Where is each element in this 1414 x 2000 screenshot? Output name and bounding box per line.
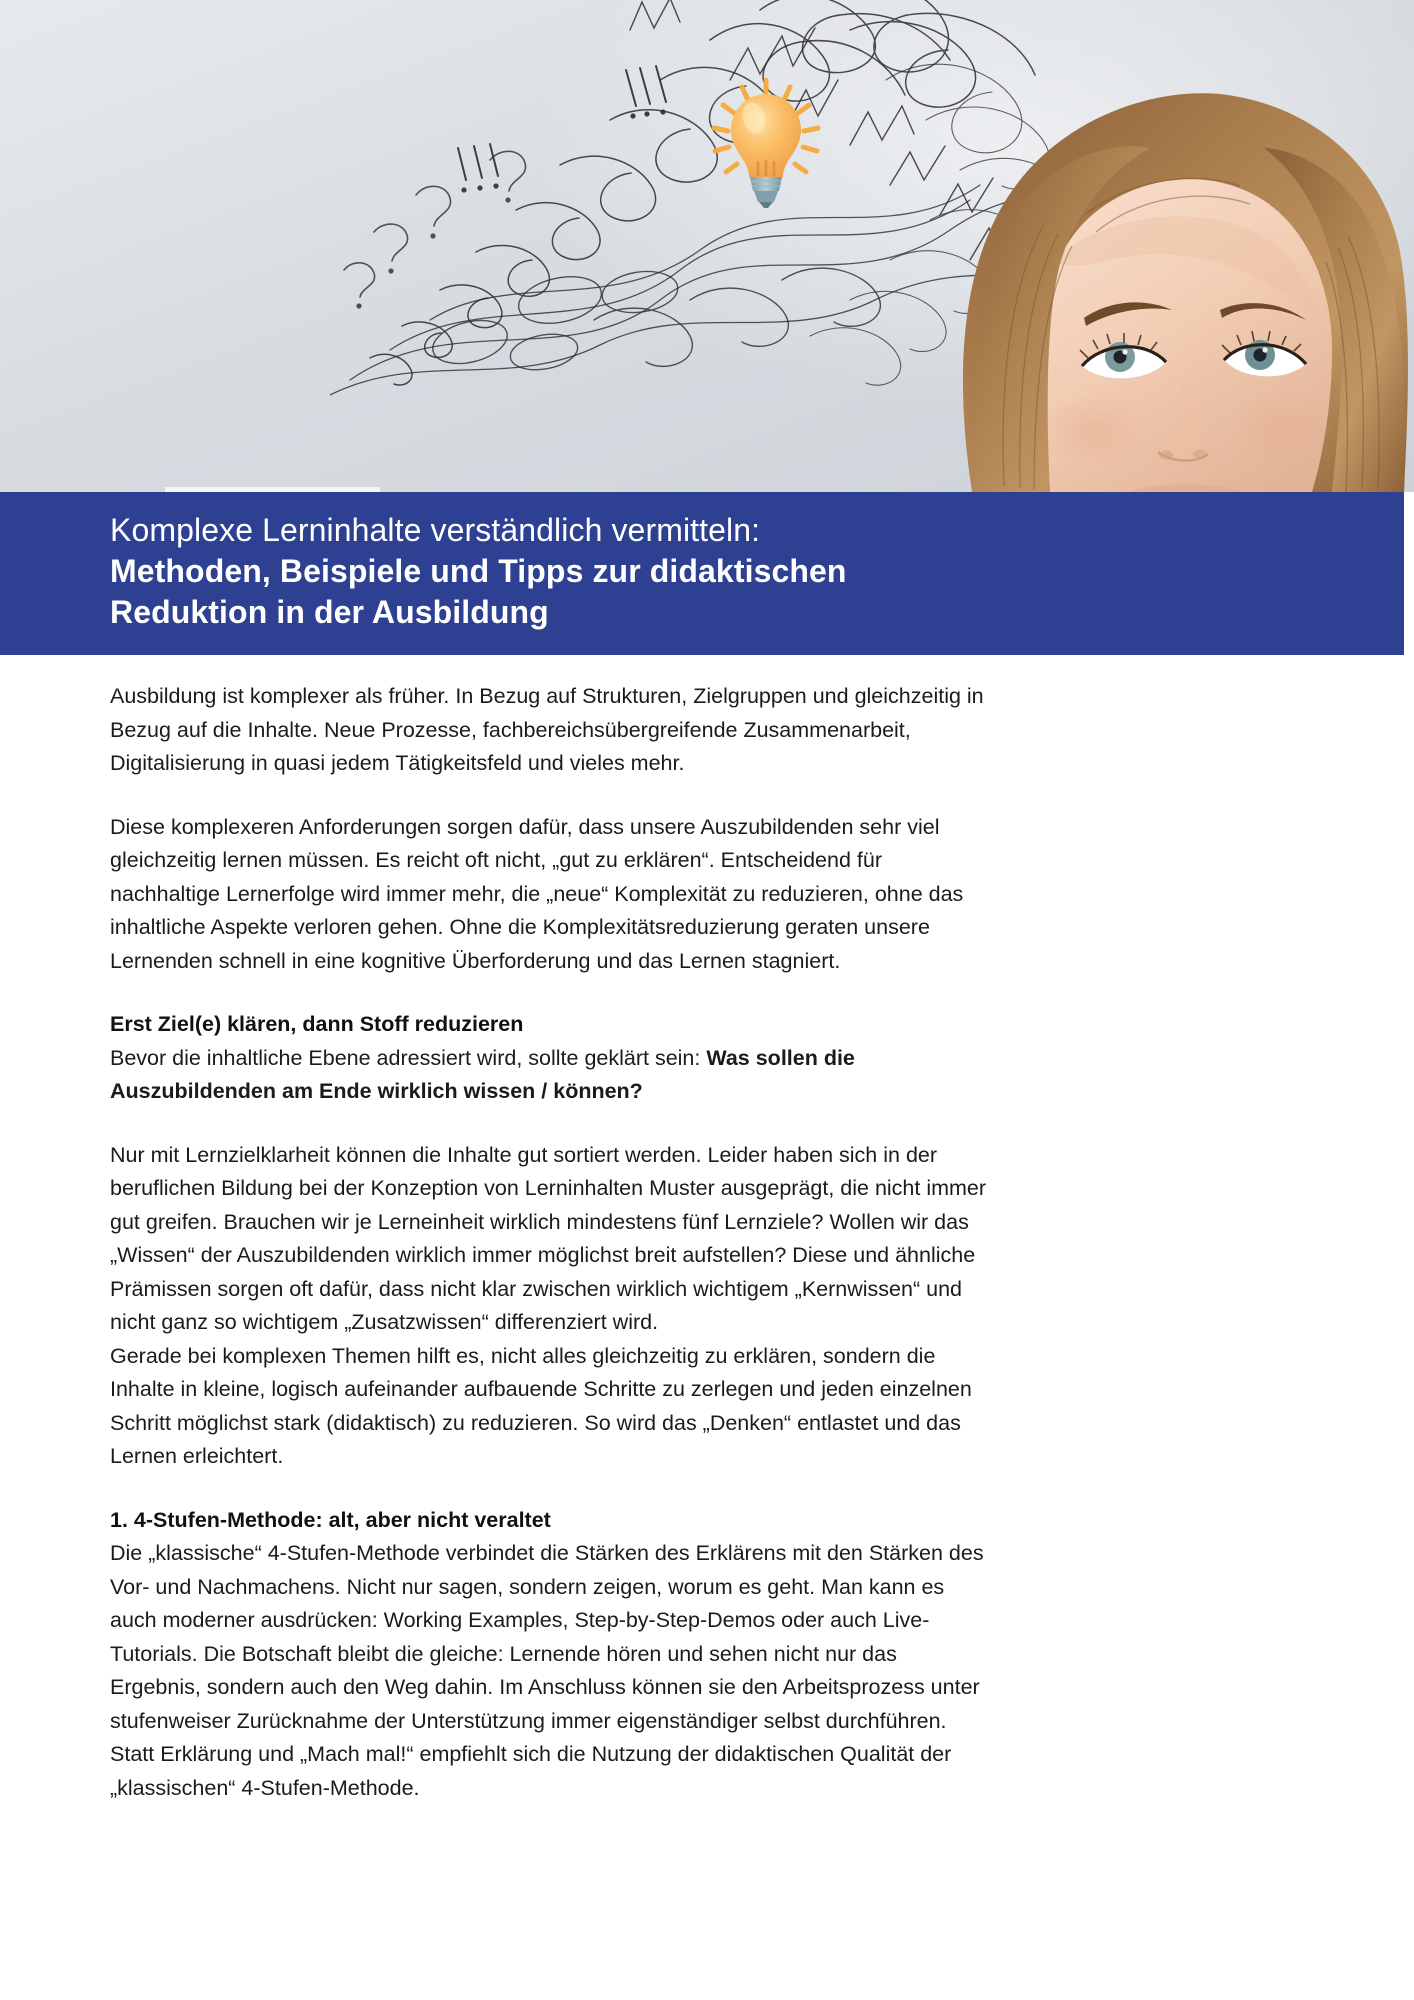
paragraph-goals-plain: Bevor die inhaltliche Ebene adressiert wird, sollte geklärt sein: (110, 1045, 707, 1070)
light-bulb-icon (706, 78, 826, 208)
paragraph-intro: Ausbildung ist komplexer als früher. In Bezug auf Strukturen, Zielgruppen und gleichzeitig in Bezug auf die Inhalte. Neue Prozesse, fachbereichsübergreifende Zusammenarbeit, Digitalisierung in quasi jedem Tätigkeitsfeld und vieles mehr. (110, 684, 984, 775)
section-goals (110, 1008, 990, 1109)
paragraph-four-step: Die „klassische“ 4-Stufen-Methode verbindet die Stärken des Erklärens mit den Stärken des Vor- und Nachmachens. Nicht nur sagen, sondern zeigen, worum es geht. Man kann es auch moderner ausdrücken: Working Examples, Step-by-Step-Demos oder auch Live-Tutorials. Die Botschaft bleibt die gleiche: Lernende hören und sehen nicht nur das Ergebnis, sondern auch den Weg dahin. Im Anschluss können sie den Arbeitsprozess unter stufenweiser Zurücknahme der Unterstützung immer eigenständiger selbst durchführen. Statt Erklärung und „Mach mal!“ empfiehlt sich die Nutzung der didaktischen Qualität der „klassischen“ 4-Stufen-Methode. (110, 1541, 984, 1800)
section-heading-goals: Erst Ziel(e) klären, dann Stoff reduzieren (110, 1012, 524, 1036)
paragraph-steps-text: Gerade bei komplexen Themen hilft es, nicht alles gleichzeitig zu erklären, sondern die Inhalte in kleine, logisch aufeinander aufbauende Schritte zu zerlegen und jeden einzelnen Schritt möglichst stark (didaktisch) zu reduzieren. So wird das „Denken“ entlastet und das Lernen erleichtert. (110, 1343, 972, 1468)
section-heading-four-step: 1. 4-Stufen-Methode: alt, aber nicht veraltet (110, 1507, 551, 1532)
paragraph-complexity: Diese komplexeren Anforderungen sorgen dafür, dass unsere Auszubildenden sehr viel gleichzeitig lernen müssen. Es reicht oft nicht, „gut zu erklären“. Entscheidend für nachhaltige Lernerfolge wird immer mehr, die „neue“ Komplexität zu reduzieren, ohne das inhaltliche Aspekte verloren gehen. Ohne die Komplexitätsreduzierung geraten unsere Lernenden schnell in eine kognitive Überforderung und das Lernen stagniert. (110, 814, 964, 973)
section-four-step-method (110, 1504, 990, 1806)
paragraph-goals-bold: Was sollen die Auszubildenden am Ende wirklich wissen / können? (110, 1045, 855, 1103)
title-line-1: Komplexe Lerninhalte verständlich vermitteln: (110, 512, 761, 548)
paragraph-learning-goals-text: Nur mit Lernzielklarheit können die Inhalte gut sortiert werden. Leider haben sich in der beruflichen Bildung bei der Konzeption von Lerninhalten Muster ausgeprägt, die nicht immer gut greifen. Brauchen wir je Lerneinheit wirklich mindestens fünf Lernziele? Wollen wir das „Wissen“ der Auszubildenden wirklich immer möglichst breit aufstellen? Diese und ähnliche Prämissen sorgen oft dafür, dass nicht klar zwischen wirklich wichtigem „Kernwissen“ und nicht ganz so wichtigem „Zusatzwissen“ differenziert wird. (110, 1142, 987, 1334)
title-line-2: Methoden, Beispiele und Tipps zur didaktischen (110, 553, 847, 589)
paragraph-learning-goals (110, 1139, 990, 1474)
portrait-photo (934, 0, 1414, 492)
hero-image (0, 0, 1414, 492)
paragraph-goals (110, 1042, 990, 1109)
title-line-3: Reduktion in der Ausbildung (110, 594, 549, 630)
title-banner (0, 492, 1404, 655)
article-body (110, 680, 990, 1835)
